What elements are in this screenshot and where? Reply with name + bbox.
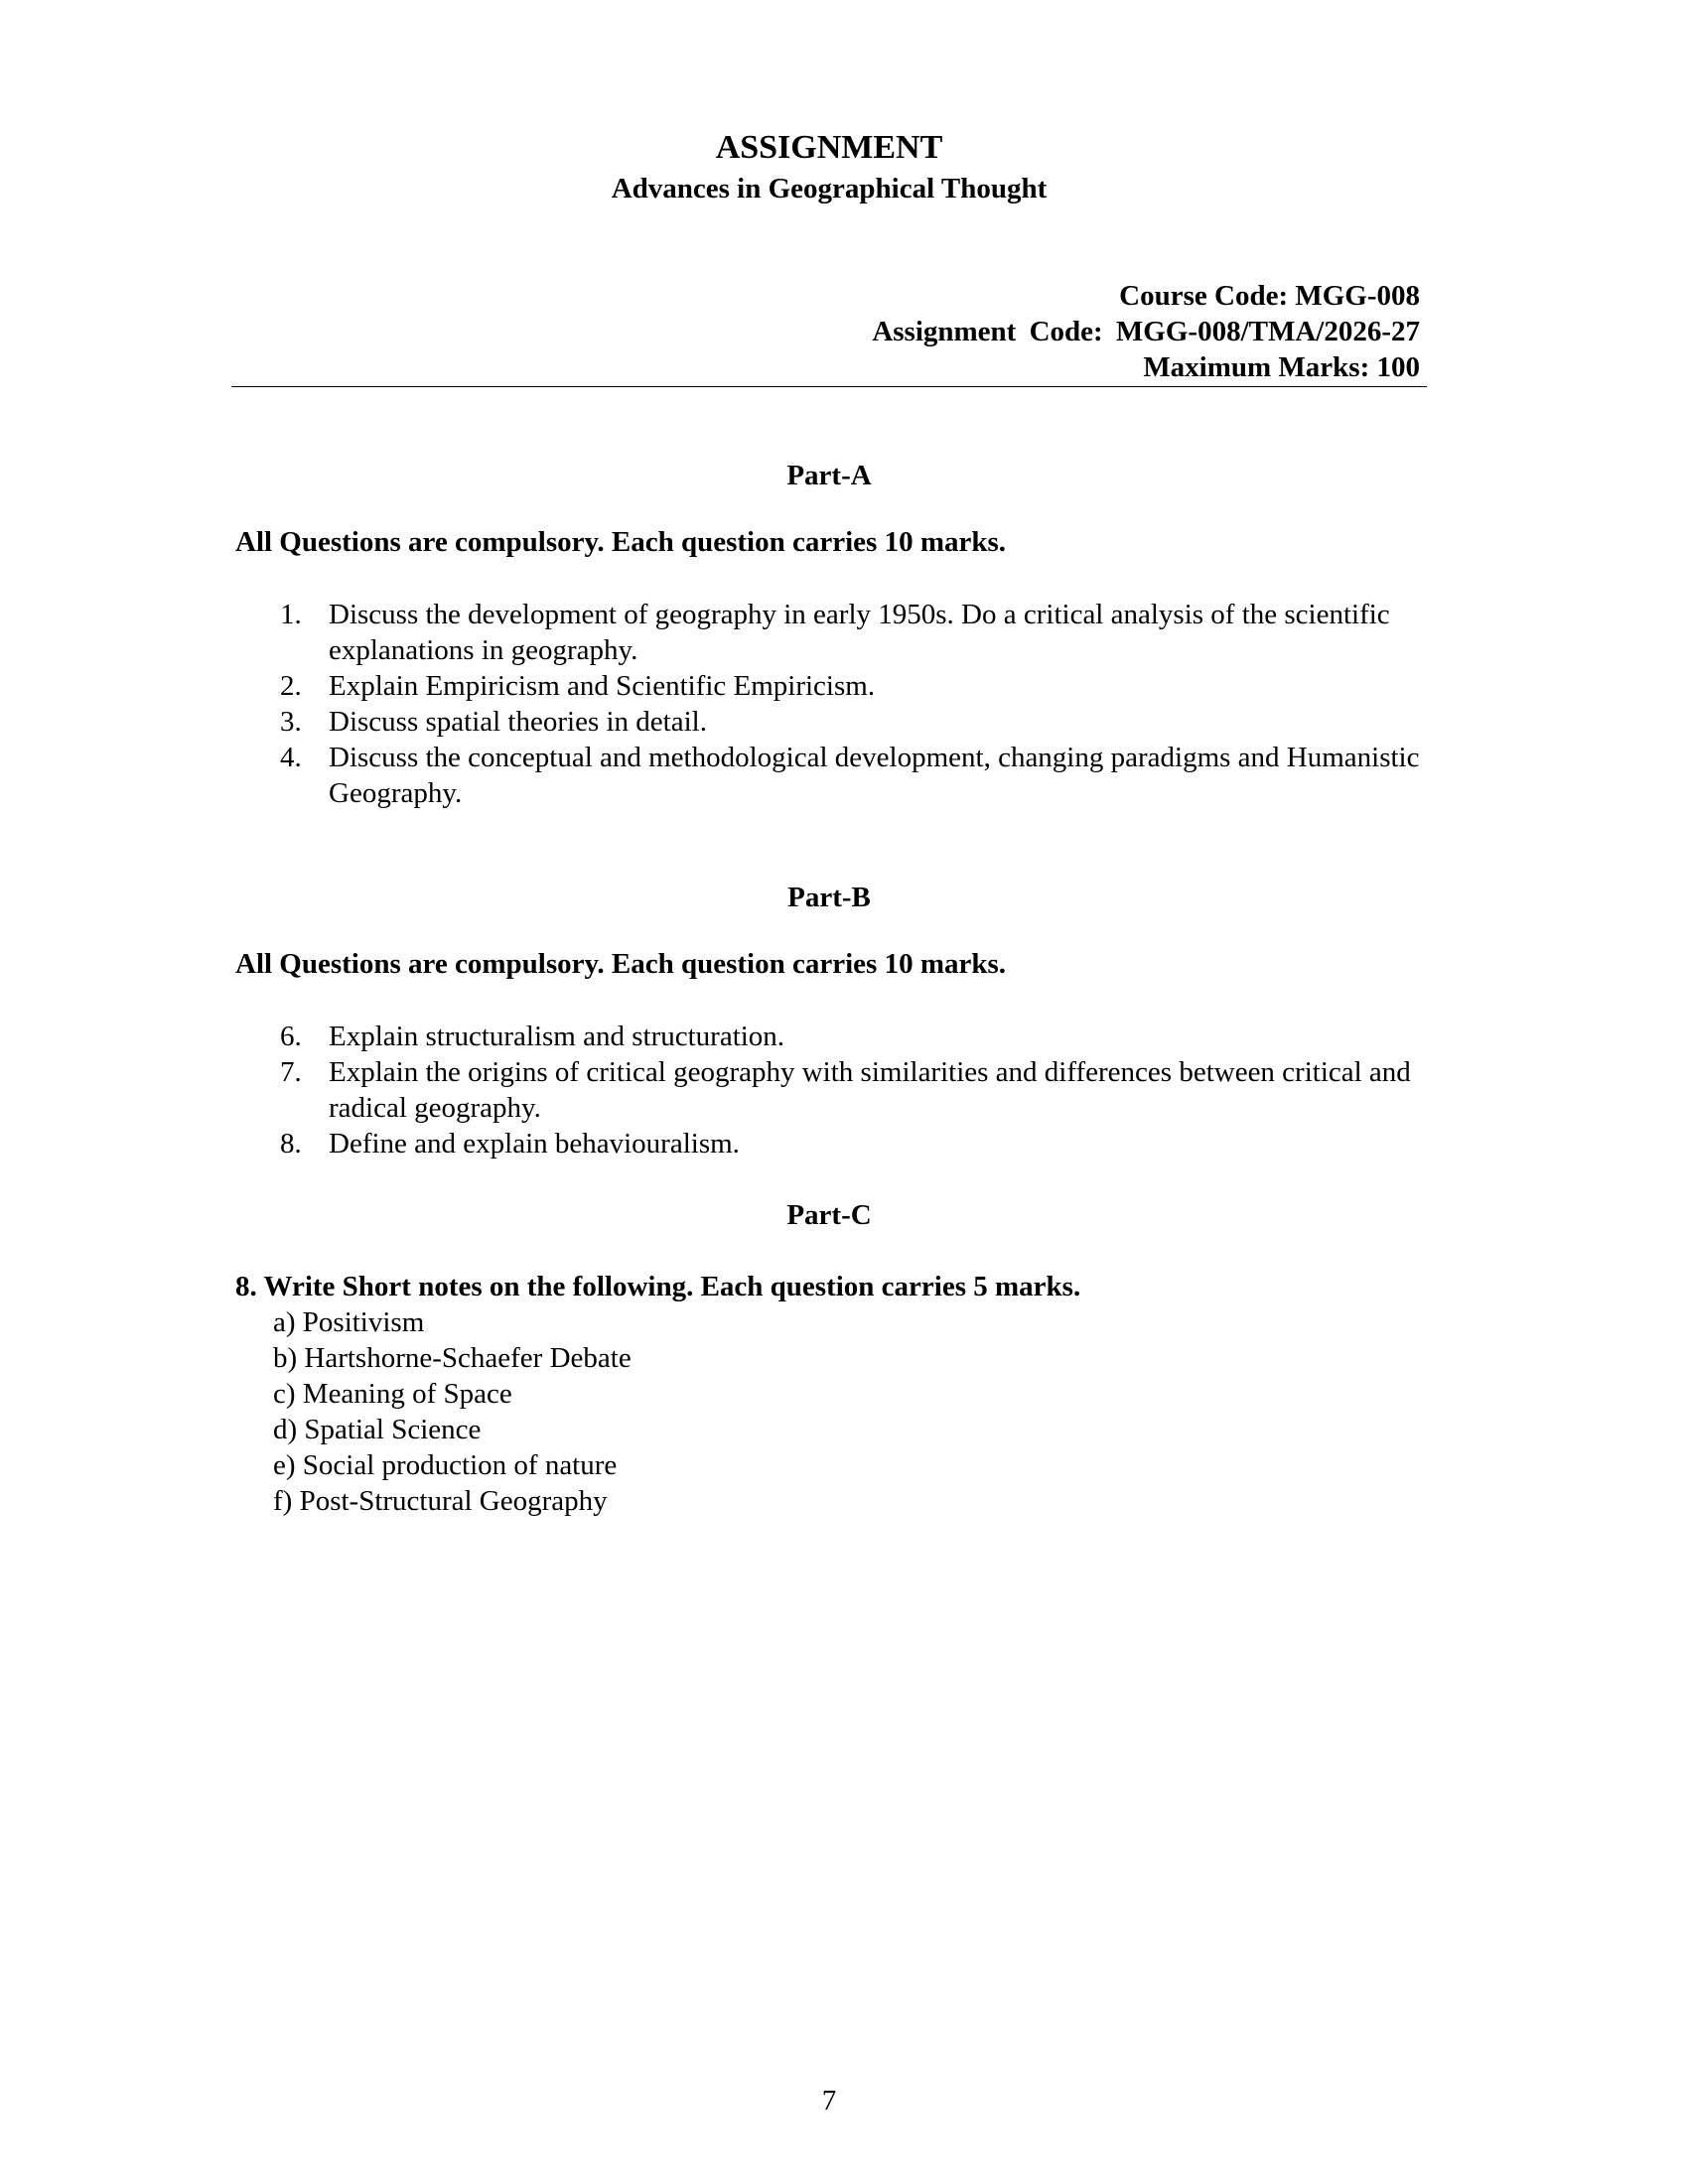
question-text: Discuss spatial theories in detail. [329, 706, 707, 738]
question-number: 2. [280, 670, 302, 702]
question-number: 4. [280, 742, 302, 773]
part-b-question-list [0, 1019, 1430, 1161]
question-text: Explain Empiricism and Scientific Empiricism. [329, 670, 876, 702]
question-text: Explain structuralism and structuration. [329, 1021, 785, 1052]
question-number: 1. [280, 599, 302, 630]
question-item [0, 704, 1430, 740]
header-divider [231, 386, 1427, 387]
question-item [0, 1019, 1430, 1054]
maximum-marks: Maximum Marks: 100 [1143, 351, 1420, 383]
part-a-instruction: All Questions are compulsory. Each question carries 10 marks. [235, 526, 1007, 558]
question-text: Discuss the development of geography in early 1950s. Do a critical analysis of the scientific explanations in geography. [329, 599, 1390, 666]
part-c-instruction: 8. Write Short notes on the following. Each question carries 5 marks. [235, 1271, 1081, 1302]
note-item: b) Hartshorne-Schaefer Debate [273, 1342, 632, 1374]
assignment-code: Assignment Code: MGG-008/TMA/2026-27 [872, 316, 1420, 347]
question-item [0, 597, 1430, 668]
short-notes-list [273, 1304, 632, 1519]
note-item: c) Meaning of Space [273, 1378, 512, 1410]
question-text: Discuss the conceptual and methodological development, changing paradigms and Humanistic Geography. [329, 742, 1420, 809]
part-b-instruction: All Questions are compulsory. Each question carries 10 marks. [235, 948, 1007, 980]
course-code: Course Code: MGG-008 [1119, 280, 1420, 312]
question-item [0, 1126, 1430, 1161]
question-number: 8. [280, 1128, 302, 1160]
question-item [0, 668, 1430, 704]
note-item: e) Social production of nature [273, 1449, 618, 1481]
question-number: 3. [280, 706, 302, 738]
question-text: Define and explain behaviouralism. [329, 1128, 740, 1160]
note-item: f) Post-Structural Geography [273, 1485, 608, 1517]
note-item: a) Positivism [273, 1306, 425, 1338]
part-b-heading: Part-B [787, 882, 871, 913]
part-c-heading: Part-C [786, 1199, 872, 1231]
note-item: d) Spatial Science [273, 1414, 482, 1445]
course-meta [872, 278, 1420, 385]
question-number: 7. [280, 1056, 302, 1088]
question-number: 6. [280, 1021, 302, 1052]
question-text: Explain the origins of critical geography with similarities and differences between critical and radical geography. [329, 1056, 1411, 1124]
question-item [0, 740, 1430, 811]
question-item [0, 1054, 1430, 1126]
document-subtitle: Advances in Geographical Thought [611, 173, 1048, 205]
part-a-question-list [0, 597, 1430, 811]
document-title: ASSIGNMENT [715, 129, 943, 166]
page-number: 7 [821, 2085, 837, 2116]
part-a-heading: Part-A [786, 460, 872, 491]
